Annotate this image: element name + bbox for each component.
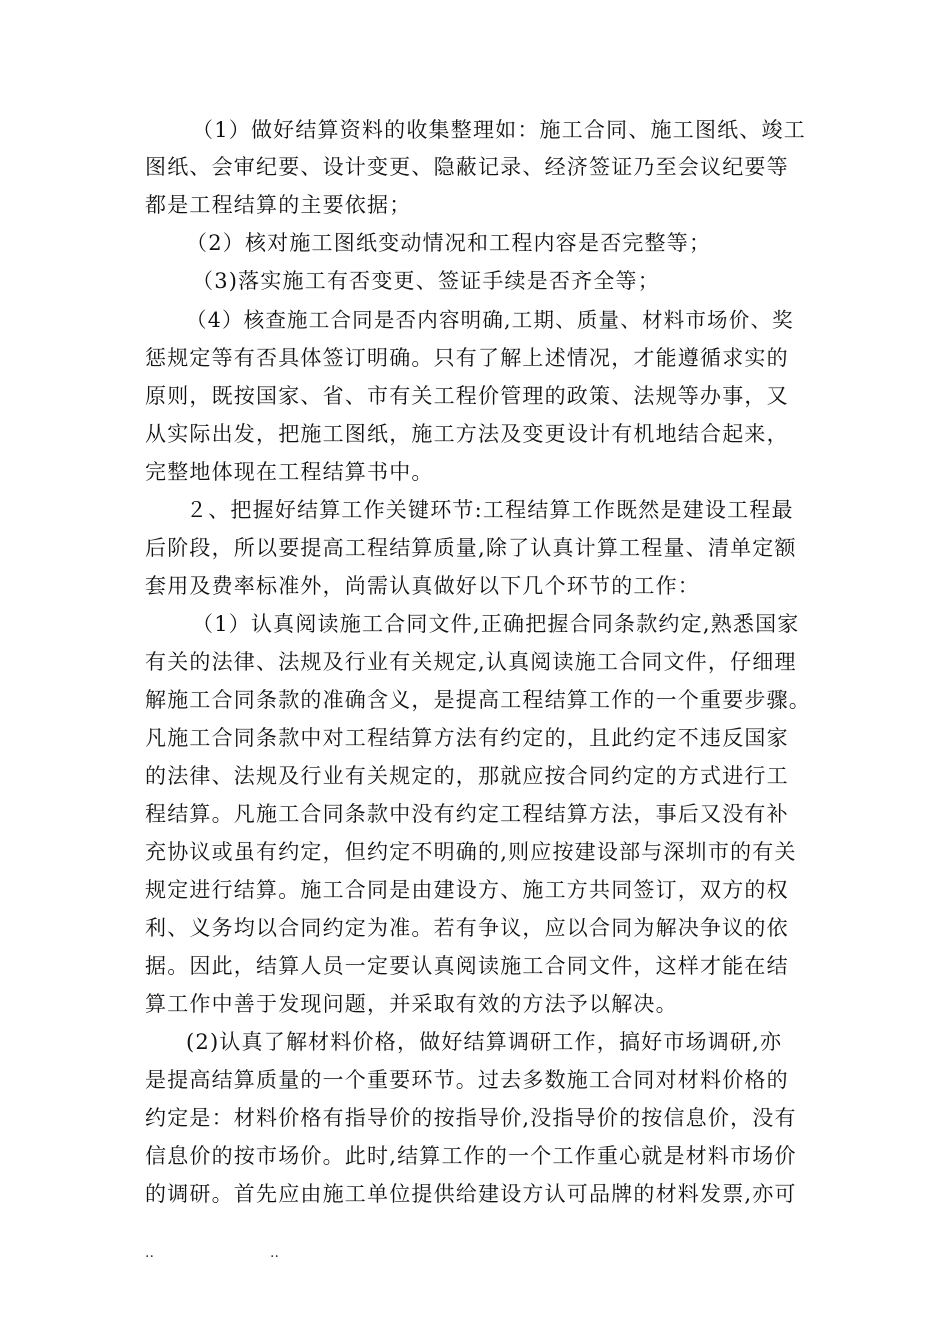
footer-mark-left: .. xyxy=(145,1245,154,1261)
text-line-16: 解施工合同条款的准确含义，是提高工程结算工作的一个重要步骤。 xyxy=(145,688,811,712)
text-line-3: 都是工程结算的主要依据； xyxy=(145,193,412,217)
text-line-12: 后阶段，所以要提高工程结算质量,除了认真计算工程量、清单定额 xyxy=(145,536,797,560)
text-line-7: 惩规定等有否具体签订明确。只有了解上述情况，才能遵循求实的 xyxy=(145,346,789,370)
text-line-26: 是提高结算质量的一个重要环节。过去多数施工合同对材料价格的 xyxy=(145,1068,789,1092)
text-line-2: 图纸、会审纪要、设计变更、隐蔽记录、经济签证乃至会议纪要等 xyxy=(145,155,789,179)
text-line-19: 程结算。凡施工合同条款中没有约定工程结算方法，事后又没有补 xyxy=(145,802,789,826)
text-line-4: （2）核对施工图纸变动情况和工程内容是否完整等； xyxy=(186,231,712,255)
text-line-28: 信息价的按市场价。此时,结算工作的一个工作重心就是材料市场价 xyxy=(145,1144,797,1168)
text-line-21: 规定进行结算。施工合同是由建设方、施工方共同签订，双方的权 xyxy=(145,878,789,902)
footer-mark-right: .. xyxy=(270,1245,279,1261)
text-line-10: 完整地体现在工程结算书中。 xyxy=(145,460,434,484)
text-line-11: ２、把握好结算工作关键环节:工程结算工作既然是建设工程最 xyxy=(186,498,794,522)
text-line-20: 充协议或虽有约定，但约定不明确的,则应按建设部与深圳市的有关 xyxy=(145,840,797,864)
text-line-24: 算工作中善于发现问题，并采取有效的方法予以解决。 xyxy=(145,992,678,1016)
text-line-27: 约定是：材料价格有指导价的按指导价,没指导价的按信息价，没有 xyxy=(145,1106,797,1130)
text-line-15: 有关的法律、法规及行业有关规定,认真阅读施工合同文件，仔细理 xyxy=(145,650,797,674)
text-line-6: （4）核查施工合同是否内容明确,工期、质量、材料市场价、奖 xyxy=(186,308,794,332)
text-line-1: （1）做好结算资料的收集整理如：施工合同、施工图纸、竣工 xyxy=(192,118,806,142)
text-line-14: （1）认真阅读施工合同文件,正确把握合同条款约定,熟悉国家 xyxy=(192,612,800,636)
text-line-13: 套用及费率标准外，尚需认真做好以下几个环节的工作： xyxy=(145,574,700,598)
text-line-9: 从实际出发，把施工图纸，施工方法及变更设计有机地结合起来， xyxy=(145,422,789,446)
text-line-17: 凡施工合同条款中对工程结算方法有约定的，且此约定不违反国家 xyxy=(145,726,789,750)
text-line-5: （3)落实施工有否变更、签证手续是否齐全等； xyxy=(192,269,660,293)
text-line-29: 的调研。首先应由施工单位提供给建设方认可品牌的材料发票,亦可 xyxy=(145,1182,797,1206)
text-line-8: 原则，既按国家、省、市有关工程价管理的政策、法规等办事，又 xyxy=(145,384,789,408)
text-line-23: 据。因此，结算人员一定要认真阅读施工合同文件，这样才能在结 xyxy=(145,954,789,978)
text-line-25: (2)认真了解材料价格，做好结算调研工作，搞好市场调研,亦 xyxy=(186,1030,783,1054)
text-line-18: 的法律、法规及行业有关规定的，那就应按合同约定的方式进行工 xyxy=(145,764,789,788)
text-line-22: 利、义务均以合同约定为准。若有争议，应以合同为解决争议的依 xyxy=(145,916,789,940)
